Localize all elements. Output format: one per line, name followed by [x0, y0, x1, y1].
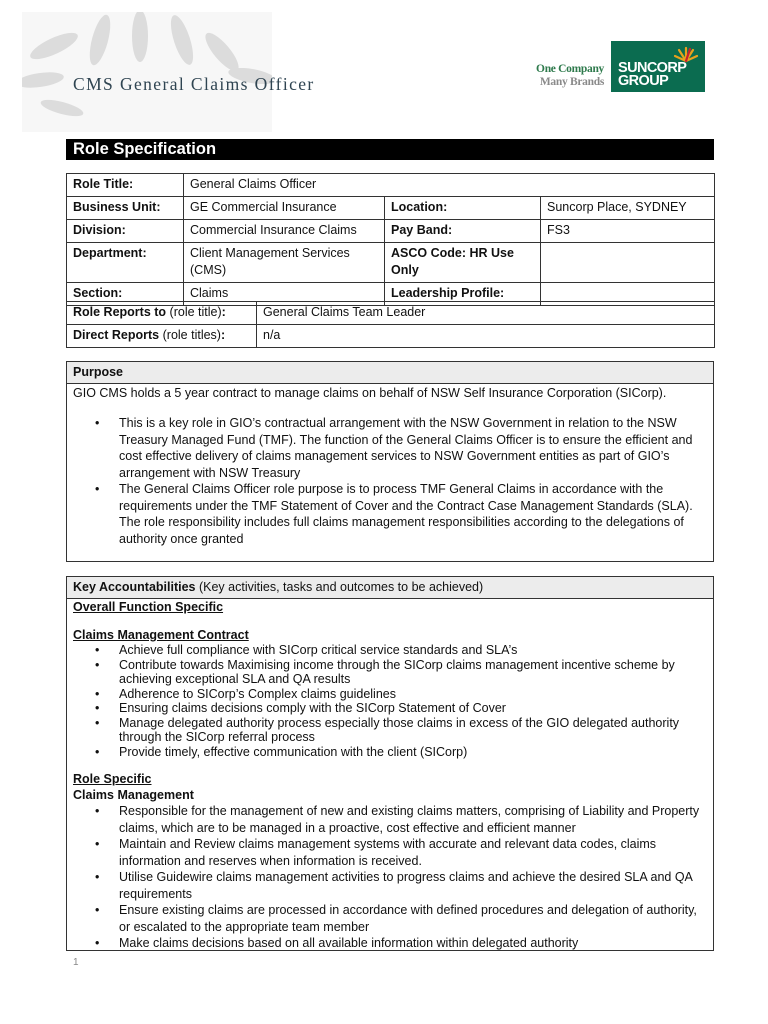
business-unit-label: Business Unit: — [67, 197, 184, 220]
reports-to-value: General Claims Team Leader — [257, 302, 715, 325]
role-title-value: General Claims Officer — [184, 174, 715, 197]
list-item: • Provide timely, effective communication with the client (SICorp) — [73, 745, 707, 760]
role-specific-heading: Role Specific — [73, 772, 152, 786]
table-row — [67, 243, 715, 283]
role-details-table — [66, 173, 715, 306]
list-item: • Ensuring claims decisions comply with the SICorp Statement of Cover — [73, 701, 707, 716]
pay-band-value: FS3 — [541, 220, 715, 243]
claims-contract-heading: Claims Management Contract — [73, 628, 249, 642]
tagline — [514, 63, 604, 89]
document-title: CMS General Claims Officer — [73, 74, 315, 94]
section-label: Section: — [67, 283, 184, 306]
purpose-section — [66, 361, 714, 562]
list-item: • Utilise Guidewire claims management activities to progress claims and achieve the desired SLA and QA requirements — [73, 869, 707, 902]
direct-reports-label: Direct Reports (role titles): — [67, 325, 257, 348]
logo-word-suncorp: SUNCORP — [618, 60, 687, 76]
table-row — [67, 197, 715, 220]
department-value: Client Management Services (CMS) — [184, 243, 385, 283]
section-value: Claims — [184, 283, 385, 306]
table-row — [67, 220, 715, 243]
table-row — [67, 325, 715, 348]
role-title-label: Role Title: — [67, 174, 184, 197]
purpose-heading: Purpose — [67, 362, 713, 384]
list-item: • Adherence to SICorp’s Complex claims guidelines — [73, 687, 707, 702]
page-number: 1 — [73, 957, 79, 968]
list-item: • Make claims decisions based on all available information within delegated authority — [73, 935, 707, 952]
suncorp-logo — [611, 41, 705, 92]
tagline-line-1: One Company — [536, 63, 604, 75]
division-value: Commercial Insurance Claims — [184, 220, 385, 243]
purpose-intro: GIO CMS holds a 5 year contract to manage claims on behalf of NSW Self Insurance Corporation (SICorp). — [73, 386, 667, 400]
overall-function-heading: Overall Function Specific — [73, 600, 224, 614]
list-item: • Achieve full compliance with SICorp critical service standards and SLA’s — [73, 643, 707, 658]
claims-management-heading: Claims Management — [73, 788, 194, 802]
location-label: Location: — [385, 197, 541, 220]
list-item: • Maintain and Review claims management systems with accurate and relevant data codes, claims information and reserves when information is received. — [73, 836, 707, 869]
list-item: • Responsible for the management of new and existing claims matters, comprising of Liability and Property claims, which are to be managed in a proactive, cost effective and efficient manner — [73, 803, 707, 836]
asco-code-value — [541, 243, 715, 283]
tagline-line-2: Many Brands — [539, 76, 604, 88]
department-label: Department: — [67, 243, 184, 283]
leadership-profile-label: Leadership Profile: — [385, 283, 541, 306]
division-label: Division: — [67, 220, 184, 243]
list-item: • Ensure existing claims are processed in accordance with defined procedures and delegation of authority, or escalated to the appropriate team member — [73, 902, 707, 935]
reports-to-label: Role Reports to (role title): — [67, 302, 257, 325]
key-accountabilities-heading: Key Accountabilities (Key activities, tasks and outcomes to be achieved) — [67, 577, 713, 599]
section-title-bar: Role Specification — [66, 139, 714, 160]
table-row — [67, 174, 715, 197]
list-item: • The General Claims Officer role purpose is to process TMF General Claims in accordance with the requirements under the TMF Statement of Cover and the Contract Case Management Standards (SLA). The role responsibility includes full claims management responsibilities according to the delegations of authority once granted — [73, 481, 707, 547]
asco-code-label: ASCO Code: HR Use Only — [385, 243, 541, 283]
reporting-table — [66, 301, 715, 348]
direct-reports-value: n/a — [257, 325, 715, 348]
role-list — [73, 803, 707, 952]
pay-band-label: Pay Band: — [385, 220, 541, 243]
logo-word-group: GROUP — [618, 73, 669, 89]
list-item: • Manage delegated authority process especially those claims in excess of the GIO delegated authority through the SICorp referral process — [73, 716, 707, 745]
business-unit-value: GE Commercial Insurance — [184, 197, 385, 220]
location-value: Suncorp Place, SYDNEY — [541, 197, 715, 220]
list-item: • This is a key role in GIO’s contractual arrangement with the NSW Government in relation to the NSW Treasury Managed Fund (TMF). The function of the General Claims Officer is to ensure the efficient and cost effective delivery of claims management services to NSW Government entities as part of GIO’s arrangement with NSW Treasury — [73, 415, 707, 481]
key-accountabilities-section — [66, 576, 714, 951]
decorative-petals-graphic — [22, 12, 272, 132]
purpose-list — [73, 415, 707, 547]
contract-list — [73, 643, 707, 759]
table-row — [67, 302, 715, 325]
list-item: • Contribute towards Maximising income through the SICorp claims management incentive scheme by achieving exceptional SLA and QA results — [73, 658, 707, 687]
